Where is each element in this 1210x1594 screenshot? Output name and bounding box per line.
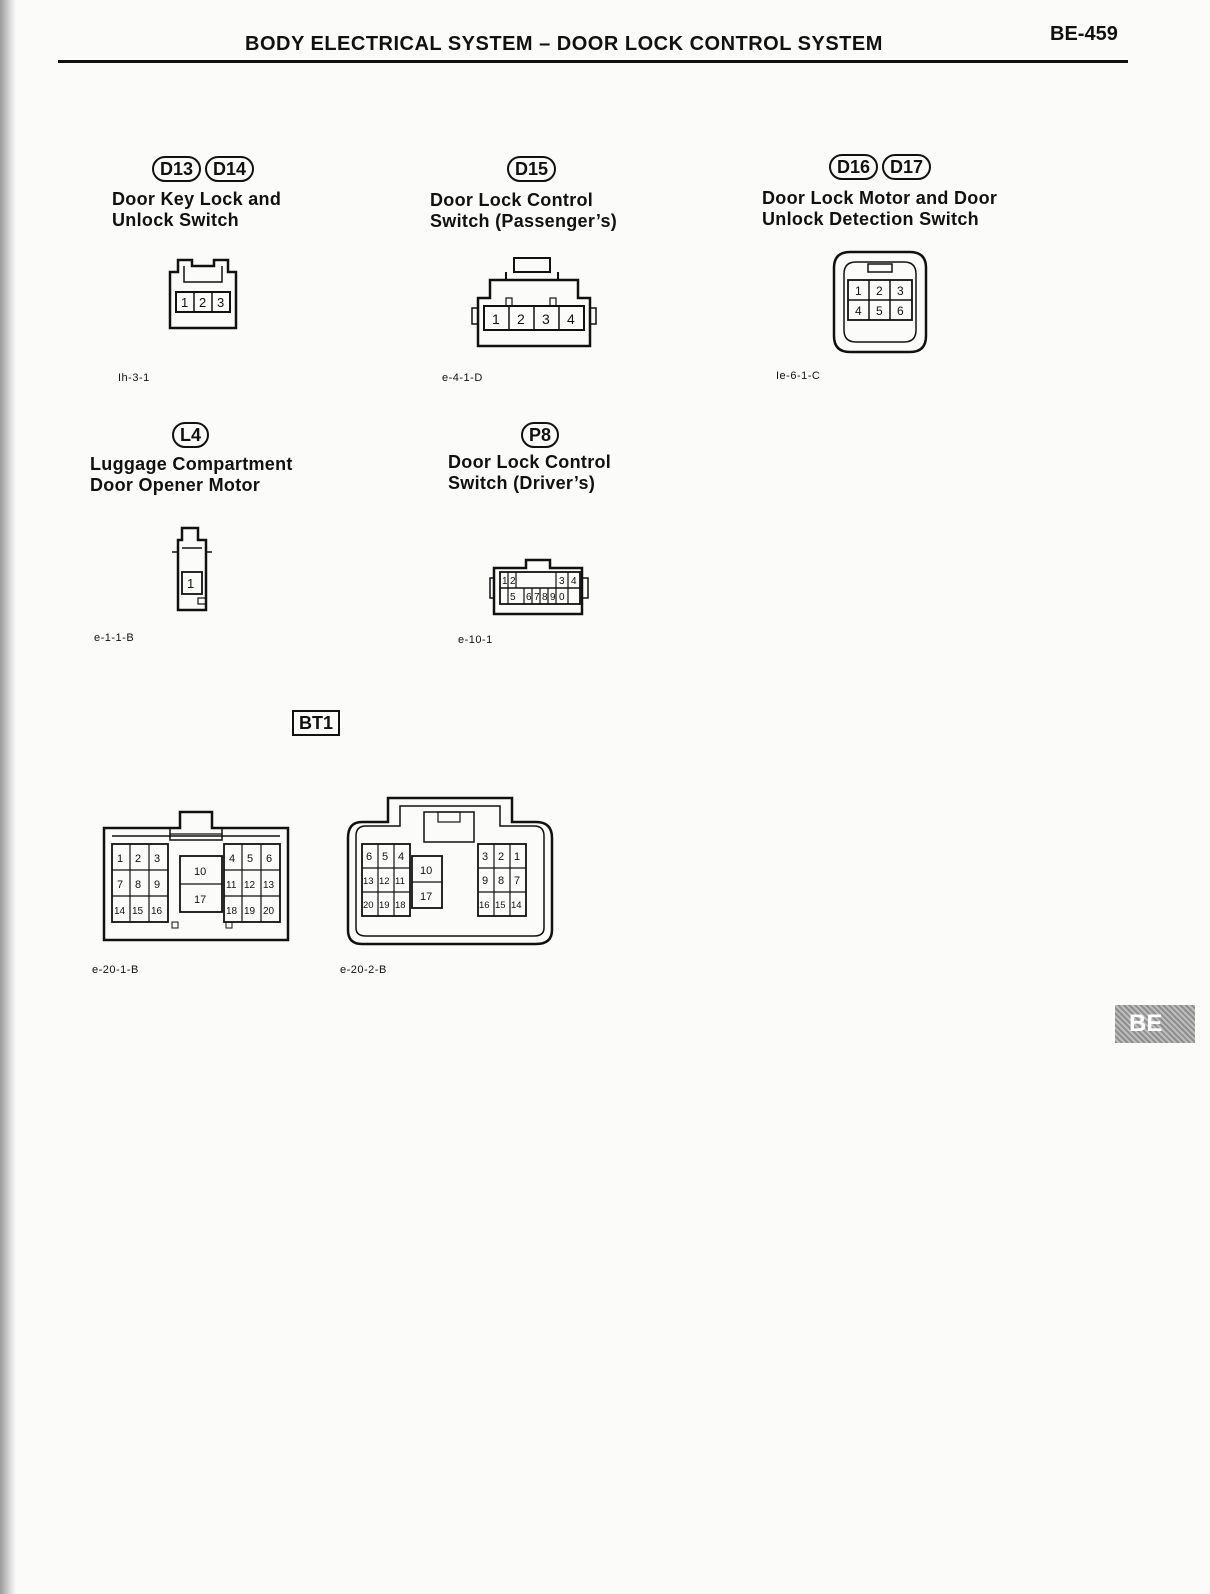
pin-label: 10 bbox=[194, 866, 207, 878]
connector-code: P8 bbox=[521, 422, 559, 448]
connector-diagram bbox=[168, 524, 216, 616]
connector-code: D17 bbox=[882, 154, 931, 180]
pin-label: 12 bbox=[244, 880, 256, 891]
pin-label: 17 bbox=[194, 894, 207, 906]
pin-label: 3 bbox=[154, 853, 161, 865]
title-line: Switch (Passenger’s) bbox=[430, 211, 618, 231]
header-rule bbox=[58, 60, 1128, 63]
connector-title bbox=[430, 190, 617, 232]
connector-codes bbox=[507, 156, 556, 182]
pin-label: 7 bbox=[534, 592, 540, 603]
section-tab: BE bbox=[1115, 1005, 1195, 1043]
connector-diagram bbox=[166, 252, 240, 332]
figure-ref: e-10-1 bbox=[458, 634, 493, 646]
bt1-connector-right bbox=[344, 796, 556, 948]
pin-label: 1 bbox=[514, 851, 521, 863]
title-line: Unlock Detection Switch bbox=[762, 209, 979, 229]
pin-label: 4 bbox=[855, 304, 862, 318]
pin-label: 6 bbox=[526, 592, 532, 603]
pin-label: 3 bbox=[897, 284, 904, 298]
page-number: BE-459 bbox=[1050, 23, 1118, 45]
figure-ref: e-20-1-B bbox=[92, 964, 139, 976]
pin-label: 7 bbox=[514, 875, 521, 887]
pin-label: 4 bbox=[398, 851, 405, 863]
figure-ref: Ih-3-1 bbox=[118, 372, 150, 384]
connector-codes bbox=[521, 422, 559, 448]
pin-label: 2 bbox=[876, 284, 883, 298]
pin-label: 7 bbox=[117, 879, 124, 891]
pin-label: 2 bbox=[517, 311, 525, 327]
pin-label: 6 bbox=[366, 851, 373, 863]
connector-codes bbox=[152, 156, 254, 182]
pin-label: 3 bbox=[559, 576, 565, 587]
figure-ref: e-20-2-B bbox=[340, 964, 387, 976]
pin-label: 2 bbox=[510, 576, 516, 587]
connector-code: D13 bbox=[152, 156, 201, 182]
connector-title bbox=[90, 454, 293, 496]
title-line: Door Lock Control bbox=[430, 190, 594, 210]
connector-title bbox=[762, 188, 997, 230]
pin-label: 2 bbox=[135, 853, 142, 865]
pin-label: 3 bbox=[482, 851, 489, 863]
connector-code: BT1 bbox=[292, 710, 340, 736]
pin-label: 16 bbox=[151, 906, 163, 917]
pin-label: 8 bbox=[542, 592, 548, 603]
connector-code: D15 bbox=[507, 156, 556, 182]
pin-label: 1 bbox=[181, 295, 189, 310]
pin-label: 8 bbox=[135, 879, 142, 891]
connector-title bbox=[112, 189, 281, 231]
pin-label: 1 bbox=[187, 576, 195, 591]
connector-title bbox=[448, 452, 611, 494]
title-line: Door Key Lock and bbox=[112, 189, 282, 209]
page-header: BODY ELECTRICAL SYSTEM – DOOR LOCK CONTROL SYSTEM bbox=[245, 33, 883, 55]
pin-label: 4 bbox=[229, 853, 236, 865]
pin-label: 9 bbox=[482, 875, 489, 887]
pin-label: 20 bbox=[363, 900, 374, 911]
pin-label: 10 bbox=[420, 865, 433, 877]
pin-label: 3 bbox=[542, 311, 550, 327]
pin-label: 16 bbox=[479, 900, 490, 911]
pin-label: 2 bbox=[199, 295, 207, 310]
title-line: Luggage Compartment bbox=[90, 454, 293, 474]
pin-label: 1 bbox=[117, 853, 124, 865]
pin-label: 1 bbox=[502, 576, 508, 587]
pin-label: 13 bbox=[263, 880, 275, 891]
pin-label: 18 bbox=[395, 900, 406, 911]
pin-label: 5 bbox=[247, 853, 254, 865]
title-line: Door Lock Control bbox=[448, 452, 612, 472]
pin-label: 11 bbox=[226, 880, 237, 891]
pin-label: 11 bbox=[395, 876, 405, 887]
pin-label: 15 bbox=[132, 906, 144, 917]
pin-label: 5 bbox=[382, 851, 389, 863]
pin-label: 8 bbox=[498, 875, 505, 887]
title-line: Door Lock Motor and Door bbox=[762, 188, 998, 208]
pin-label: 19 bbox=[244, 906, 256, 917]
pin-label: 5 bbox=[510, 592, 516, 603]
pin-label: 1 bbox=[492, 311, 500, 327]
pin-label: 4 bbox=[567, 311, 575, 327]
figure-ref: e-4-1-D bbox=[442, 372, 483, 384]
title-line: Door Opener Motor bbox=[90, 475, 261, 495]
connector-diagram bbox=[488, 556, 592, 620]
pin-label: 9 bbox=[154, 879, 161, 891]
pin-label: 20 bbox=[263, 906, 275, 917]
pin-label: 14 bbox=[114, 906, 126, 917]
connector-code: L4 bbox=[172, 422, 209, 448]
pin-label: 5 bbox=[876, 304, 883, 318]
pin-label: 3 bbox=[217, 295, 225, 310]
pin-label: 19 bbox=[379, 900, 390, 911]
pin-label: 0 bbox=[559, 592, 565, 603]
pin-label: 4 bbox=[571, 576, 577, 587]
page-edge-shadow bbox=[0, 0, 16, 1594]
pin-label: 1 bbox=[855, 284, 862, 298]
connector-diagram bbox=[828, 248, 932, 356]
figure-ref: Ie-6-1-C bbox=[776, 370, 821, 382]
connector-codes bbox=[172, 422, 209, 448]
connector-diagram bbox=[470, 254, 598, 350]
connector-codes bbox=[829, 154, 931, 180]
pin-label: 17 bbox=[420, 891, 433, 903]
connector-code: D16 bbox=[829, 154, 878, 180]
title-line: Switch (Driver’s) bbox=[448, 473, 596, 493]
pin-label: 15 bbox=[495, 900, 506, 911]
pin-label: 12 bbox=[379, 876, 390, 887]
pin-label: 18 bbox=[226, 906, 238, 917]
pin-label: 13 bbox=[363, 876, 374, 887]
bt1-connector-left bbox=[100, 808, 292, 952]
figure-ref: e-1-1-B bbox=[94, 632, 135, 644]
pin-label: 9 bbox=[550, 592, 556, 603]
pin-label: 14 bbox=[511, 900, 522, 911]
pin-label: 6 bbox=[266, 853, 273, 865]
pin-label: 2 bbox=[498, 851, 505, 863]
title-line: Unlock Switch bbox=[112, 210, 239, 230]
connector-code: D14 bbox=[205, 156, 254, 182]
pin-label: 6 bbox=[897, 304, 904, 318]
